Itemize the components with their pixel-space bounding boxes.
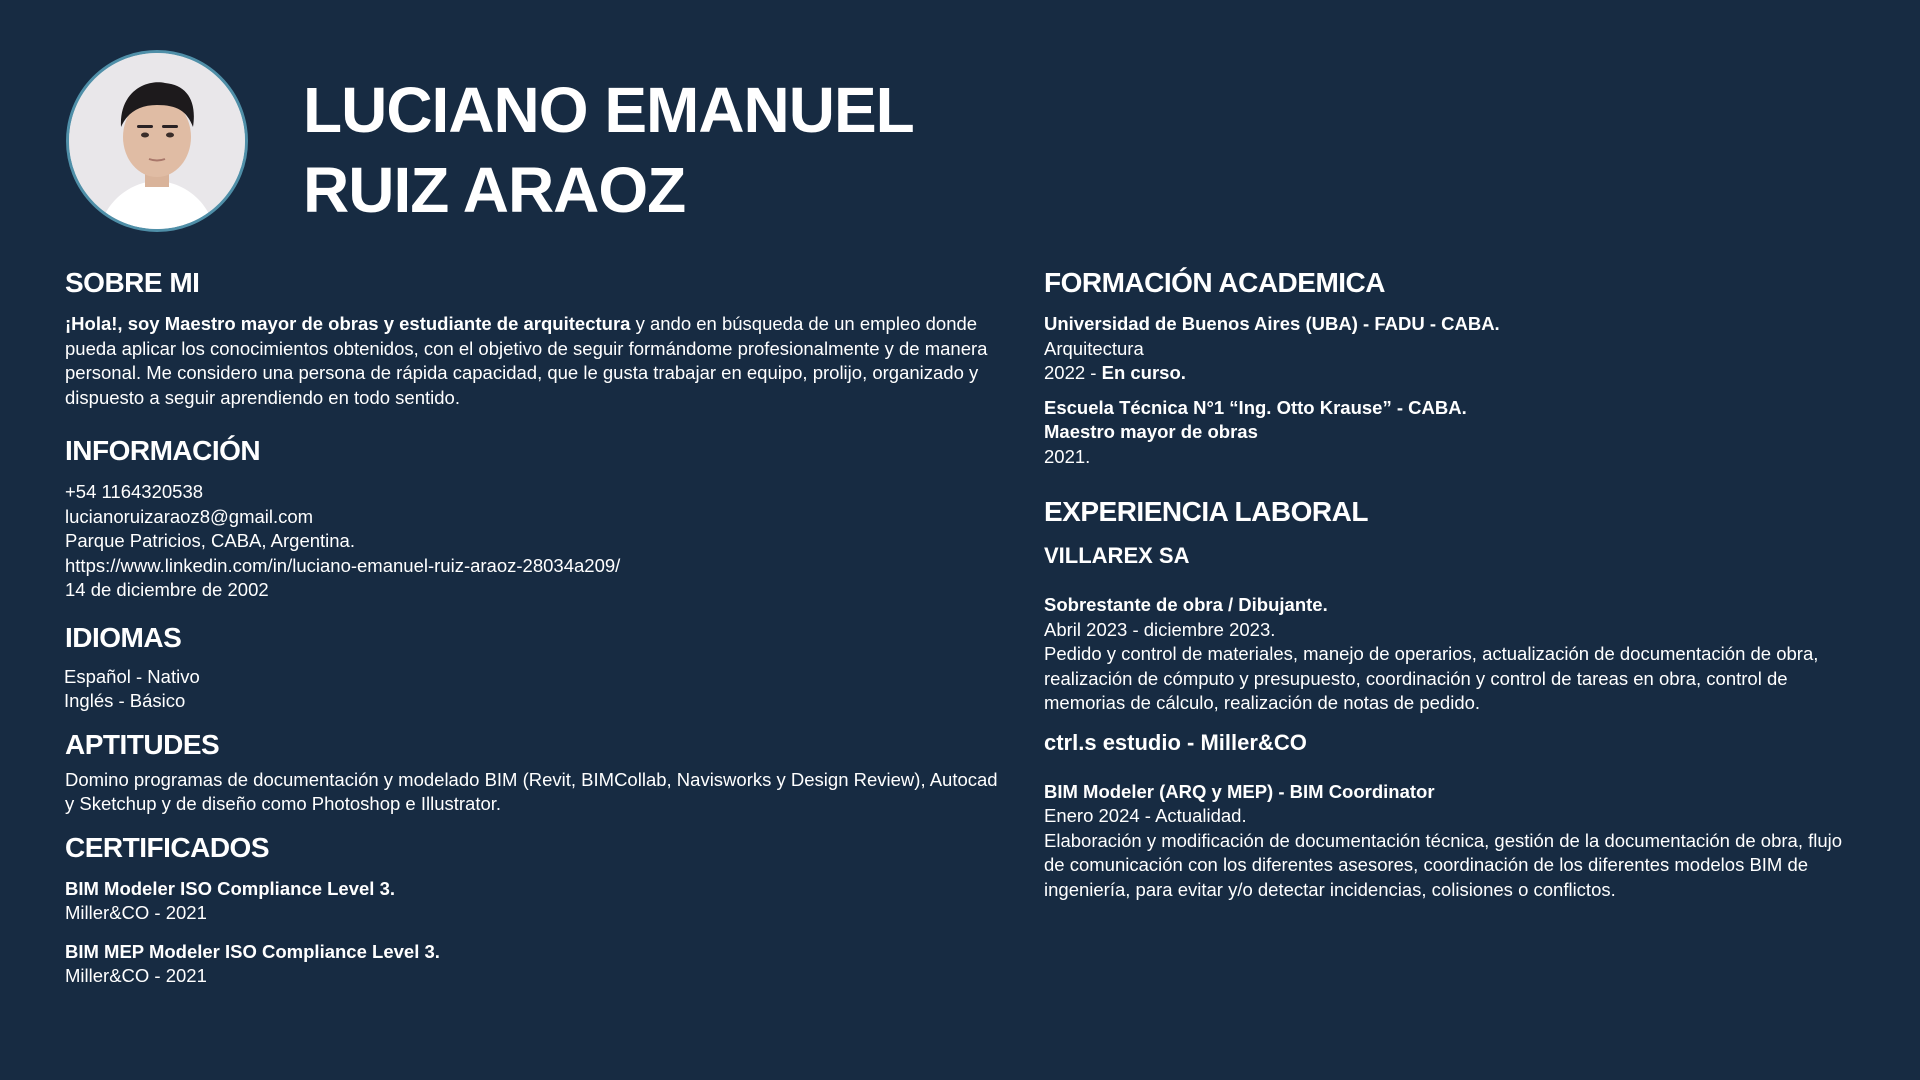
left-column xyxy=(65,262,1005,989)
experience-description: Pedido y control de materiales, manejo de operarios, actualización de documentación de obra, realización de cómputo y presupuesto, coordinación y control de tareas en obra, control de memorias de cálculo, realización de notas de pedido. xyxy=(1044,643,1819,713)
name-line-2: RUIZ ARAOZ xyxy=(303,154,686,226)
section-formacion xyxy=(1044,262,1864,469)
section-title: EXPERIENCIA LABORAL xyxy=(1044,496,1368,527)
name-line-1: LUCIANO EMANUEL xyxy=(303,74,914,146)
full-name xyxy=(303,70,914,230)
education-status: En curso. xyxy=(1101,362,1186,383)
experience-company: ctrl.s estudio - Miller&CO xyxy=(1044,729,1307,755)
education-program: Arquitectura xyxy=(1044,337,1144,359)
education-program: Maestro mayor de obras xyxy=(1044,421,1258,442)
section-title: FORMACIÓN ACADEMICA xyxy=(1044,267,1385,298)
location: Parque Patricios, CABA, Argentina. xyxy=(65,530,355,551)
experience-role: Sobrestante de obra / Dibujante. xyxy=(1044,594,1328,615)
experience-role: BIM Modeler (ARQ y MEP) - BIM Coordinator xyxy=(1044,780,1435,802)
experience-period: Enero 2024 - Actualidad. xyxy=(1044,805,1247,826)
education-year-line xyxy=(1044,361,1864,386)
experience-company: VILLAREX SA xyxy=(1044,543,1190,568)
linkedin-link[interactable]: https://www.linkedin.com/in/luciano-emanuel-ruiz-araoz-28034a209/ xyxy=(65,554,621,576)
experience-item xyxy=(1044,726,1864,903)
about-intro: ¡Hola!, soy Maestro mayor de obras y estudiante de arquitectura xyxy=(65,313,631,334)
experience-item xyxy=(1044,539,1864,716)
education-item xyxy=(1044,312,1864,386)
certificate-issuer: Miller&CO - 2021 xyxy=(65,965,207,986)
section-informacion xyxy=(65,430,1005,603)
language-item: Español - Nativo xyxy=(64,665,200,687)
certificate-name: BIM MEP Modeler ISO Compliance Level 3. xyxy=(65,940,440,962)
education-institution: Universidad de Buenos Aires (UBA) - FADU - CABA. xyxy=(1044,313,1500,334)
certificate-item xyxy=(65,940,1005,989)
about-body: y ando en búsqueda de un empleo donde pueda aplicar los conocimientos obtenidos, con el objetivo de seguir formándome profesionalmente y de manera personal. Me considero una persona de rápida capacidad, que le gusta trabajar en equipo, prolijo, organizado y dispuesto a seguir aprendiendo en todo sentido. xyxy=(65,313,988,408)
section-certificados xyxy=(65,827,1005,989)
language-item: Inglés - Básico xyxy=(64,690,186,711)
section-experiencia xyxy=(1044,491,1864,902)
section-title: INFORMACIÓN xyxy=(65,435,261,466)
section-title: APTITUDES xyxy=(65,728,220,760)
section-sobre-mi xyxy=(65,262,1005,410)
about-text xyxy=(65,312,1005,410)
experience-description: Elaboración y modificación de documentación técnica, gestión de la documentación de obra, flujo de comunicación con los diferentes asesores, coordinación de los diferentes modelos BIM de ingeniería, para evitar y/o detectar incidencias, colisiones o conflictos. xyxy=(1044,829,1843,900)
skills-text: Domino programas de documentación y modelado BIM (Revit, BIMCollab, Navisworks y Design Review), Autocad y Sketchup y de diseño como Photoshop e Illustrator. xyxy=(65,768,998,814)
email[interactable]: lucianoruizaraoz8@gmail.com xyxy=(65,505,314,527)
experience-period: Abril 2023 - diciembre 2023. xyxy=(1044,618,1276,640)
birthdate: 14 de diciembre de 2002 xyxy=(65,579,269,600)
section-idiomas xyxy=(65,617,1005,714)
section-aptitudes xyxy=(65,724,1005,817)
education-item xyxy=(1044,396,1864,470)
education-year: 2021. xyxy=(1044,445,1091,467)
phone: +54 1164320538 xyxy=(65,481,204,502)
section-title: IDIOMAS xyxy=(65,621,182,653)
education-year: 2022 - xyxy=(1044,362,1102,383)
certificate-issuer: Miller&CO - 2021 xyxy=(65,902,207,923)
section-title: SOBRE MI xyxy=(65,267,200,298)
education-institution: Escuela Técnica N°1 “Ing. Otto Krause” - CABA. xyxy=(1044,396,1467,418)
profile-photo-icon xyxy=(69,53,245,229)
profile-photo xyxy=(66,50,248,232)
right-column xyxy=(1044,262,1864,902)
section-title: CERTIFICADOS xyxy=(65,831,269,863)
certificate-item xyxy=(65,877,1005,926)
certificate-name: BIM Modeler ISO Compliance Level 3. xyxy=(65,877,396,899)
